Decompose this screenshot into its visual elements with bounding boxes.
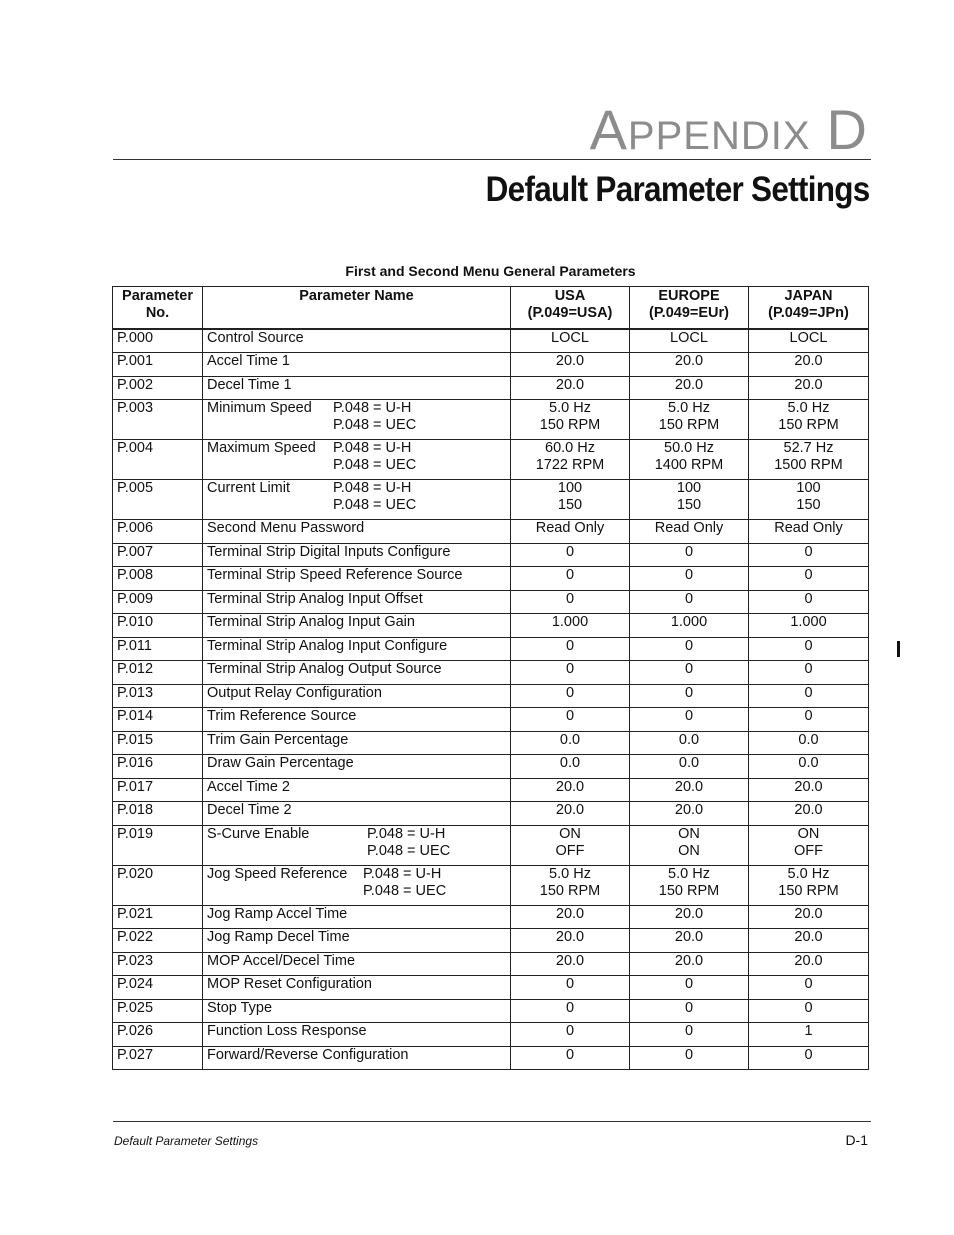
usa-value: 0 [511, 976, 630, 1000]
header-japan-line1: JAPAN [784, 288, 833, 304]
japan-value-uec: 150 [796, 497, 821, 513]
footer-title: Default Parameter Settings [114, 1134, 259, 1148]
europe-value [630, 825, 749, 865]
japan-value-uh: 5.0 Hz [787, 865, 830, 882]
header-parameter-no [113, 287, 203, 329]
usa-value-uh: ON [559, 825, 581, 842]
usa-value: 20.0 [511, 353, 630, 377]
usa-value: 0 [511, 590, 630, 614]
usa-value-uh: 60.0 Hz [545, 440, 595, 456]
param-no: P.010 [113, 614, 203, 638]
param-no: P.014 [113, 708, 203, 732]
usa-value-uec: 150 [557, 497, 583, 513]
japan-value: 0 [749, 708, 869, 732]
table-row [113, 865, 869, 905]
japan-value: LOCL [749, 329, 869, 353]
japan-value: 0 [749, 543, 869, 567]
japan-value-uec: 1500 RPM [774, 457, 843, 473]
table-row [113, 661, 869, 685]
japan-value: 20.0 [749, 802, 869, 826]
usa-value: 20.0 [511, 952, 630, 976]
param-no: P.013 [113, 684, 203, 708]
table-row [113, 400, 869, 440]
param-name: Output Relay Configuration [203, 684, 511, 708]
param-no: P.001 [113, 353, 203, 377]
param-no: P.023 [113, 952, 203, 976]
param-no: P.020 [113, 865, 203, 905]
param-name-cell [203, 440, 511, 480]
europe-value: 0 [630, 1046, 749, 1070]
appendix-heading [590, 100, 868, 166]
param-no: P.000 [113, 329, 203, 353]
param-name: MOP Accel/Decel Time [203, 952, 511, 976]
usa-value: 20.0 [511, 905, 630, 929]
japan-value [749, 825, 869, 865]
usa-value [511, 480, 630, 520]
param-name: Current Limit [207, 480, 290, 496]
japan-value-uh: ON [797, 825, 820, 842]
table-row [113, 543, 869, 567]
page-number: D-1 [845, 1132, 868, 1148]
japan-value: 20.0 [749, 905, 869, 929]
europe-value: 0 [630, 543, 749, 567]
param-name: Trim Gain Percentage [203, 731, 511, 755]
japan-value: 0.0 [749, 755, 869, 779]
japan-value-uh: 5.0 Hz [787, 400, 830, 416]
header-usa [511, 287, 630, 329]
table-row [113, 976, 869, 1000]
europe-value: 20.0 [630, 353, 749, 377]
europe-value: 0 [630, 637, 749, 661]
param-name-cell [203, 825, 511, 865]
usa-value-uh: 100 [557, 480, 583, 496]
japan-value [749, 480, 869, 520]
param-name-cell [203, 865, 511, 905]
header-usa-line2: (P.049=USA) [527, 305, 613, 321]
param-no: P.026 [113, 1023, 203, 1047]
europe-value-uh: 5.0 Hz [668, 400, 710, 416]
param-name: Terminal Strip Analog Input Configure [203, 637, 511, 661]
table-row [113, 329, 869, 353]
table-row [113, 614, 869, 638]
europe-value-uec: ON [678, 842, 700, 859]
usa-value: 0 [511, 543, 630, 567]
europe-value: 20.0 [630, 929, 749, 953]
param-name: Jog Ramp Decel Time [203, 929, 511, 953]
europe-value-uec: 150 RPM [658, 882, 720, 899]
europe-value: LOCL [630, 329, 749, 353]
param-name: Trim Reference Source [203, 708, 511, 732]
param-conditions [333, 440, 416, 474]
europe-value: Read Only [630, 520, 749, 544]
table-row [113, 590, 869, 614]
japan-value: 20.0 [749, 778, 869, 802]
header-no-line2: No. [145, 305, 170, 321]
table-row [113, 440, 869, 480]
japan-value [749, 440, 869, 480]
param-name: Accel Time 1 [203, 353, 511, 377]
japan-value: 0 [749, 590, 869, 614]
bottom-divider [113, 1121, 871, 1122]
param-no: P.006 [113, 520, 203, 544]
param-name: Control Source [203, 329, 511, 353]
japan-value: 0 [749, 567, 869, 591]
japan-value: 0 [749, 976, 869, 1000]
header-japan-line2: (P.049=JPn) [768, 305, 849, 321]
table-row [113, 905, 869, 929]
europe-value: 20.0 [630, 778, 749, 802]
table-row [113, 755, 869, 779]
usa-value [511, 825, 630, 865]
param-name-cell [203, 400, 511, 440]
europe-value-uh: 5.0 Hz [668, 865, 710, 882]
param-no: P.002 [113, 376, 203, 400]
table-row [113, 802, 869, 826]
usa-value-uec: 1722 RPM [535, 457, 605, 473]
condition-uec: P.048 = UEC [367, 842, 451, 859]
europe-value: 0 [630, 976, 749, 1000]
japan-value: 1.000 [749, 614, 869, 638]
condition-uec: P.048 = UEC [333, 457, 417, 473]
table-row [113, 520, 869, 544]
japan-value-uh: 52.7 Hz [783, 440, 834, 456]
europe-value: 0 [630, 999, 749, 1023]
japan-value: 20.0 [749, 952, 869, 976]
param-no: P.025 [113, 999, 203, 1023]
usa-value: 0 [511, 708, 630, 732]
japan-value: 0 [749, 637, 869, 661]
condition-uec: P.048 = UEC [333, 497, 417, 513]
top-divider [113, 159, 871, 160]
param-no: P.024 [113, 976, 203, 1000]
europe-value: 1.000 [630, 614, 749, 638]
condition-uh: P.048 = U-H [333, 440, 412, 456]
japan-value [749, 400, 869, 440]
japan-value: 20.0 [749, 353, 869, 377]
param-no: P.008 [113, 567, 203, 591]
europe-value-uh: ON [678, 825, 700, 842]
param-no: P.021 [113, 905, 203, 929]
table-row [113, 684, 869, 708]
param-no: P.004 [113, 440, 203, 480]
table-caption: First and Second Menu General Parameters [345, 263, 636, 279]
japan-value: 0 [749, 684, 869, 708]
table-header-row [113, 287, 869, 329]
param-name: Accel Time 2 [203, 778, 511, 802]
appendix-letter-a: A [589, 98, 628, 161]
condition-uh: P.048 = U-H [367, 825, 446, 842]
japan-value: 20.0 [749, 376, 869, 400]
param-no: P.018 [113, 802, 203, 826]
param-name: Terminal Strip Speed Reference Source [203, 567, 511, 591]
europe-value [630, 480, 749, 520]
usa-value: 0.0 [511, 731, 630, 755]
param-conditions [333, 480, 416, 514]
param-name-cell [203, 480, 511, 520]
usa-value: 0 [511, 567, 630, 591]
appendix-word-rest: PPENDIX [627, 114, 811, 158]
europe-value: 0.0 [630, 731, 749, 755]
europe-value [630, 400, 749, 440]
header-europe [630, 287, 749, 329]
table-row [113, 353, 869, 377]
header-no-line1: Parameter [122, 288, 193, 304]
usa-value: 20.0 [511, 376, 630, 400]
param-name: Second Menu Password [203, 520, 511, 544]
table-row [113, 825, 869, 865]
param-no: P.015 [113, 731, 203, 755]
condition-uh: P.048 = U-H [333, 480, 412, 496]
europe-value: 0 [630, 684, 749, 708]
param-name: Terminal Strip Analog Input Offset [203, 590, 511, 614]
table-row [113, 952, 869, 976]
japan-value: 0 [749, 661, 869, 685]
param-no: P.019 [113, 825, 203, 865]
usa-value: Read Only [511, 520, 630, 544]
usa-value: 0 [511, 684, 630, 708]
table-row [113, 999, 869, 1023]
param-conditions [363, 866, 446, 900]
param-no: P.011 [113, 637, 203, 661]
japan-value: 0.0 [749, 731, 869, 755]
usa-value: 20.0 [511, 778, 630, 802]
japan-value-uec: 150 RPM [778, 882, 839, 899]
header-japan [749, 287, 869, 329]
usa-value: 20.0 [511, 929, 630, 953]
param-no: P.027 [113, 1046, 203, 1070]
usa-value: 0 [511, 637, 630, 661]
europe-value-uec: 150 RPM [658, 417, 720, 433]
europe-value: 20.0 [630, 802, 749, 826]
usa-value [511, 400, 630, 440]
header-parameter-name: Parameter Name [203, 287, 511, 329]
usa-value: 0 [511, 1046, 630, 1070]
table-row [113, 480, 869, 520]
table-row [113, 929, 869, 953]
europe-value: 20.0 [630, 376, 749, 400]
param-conditions [367, 826, 450, 860]
japan-value: 20.0 [749, 929, 869, 953]
param-no: P.009 [113, 590, 203, 614]
table-row [113, 376, 869, 400]
param-name: MOP Reset Configuration [203, 976, 511, 1000]
japan-value: Read Only [749, 520, 869, 544]
japan-value: 1 [749, 1023, 869, 1047]
param-name: S-Curve Enable [207, 825, 310, 842]
param-no: P.022 [113, 929, 203, 953]
param-no: P.012 [113, 661, 203, 685]
usa-value-uec: 150 RPM [539, 417, 601, 433]
europe-value: 0 [630, 590, 749, 614]
param-name: Decel Time 1 [203, 376, 511, 400]
param-conditions [333, 400, 416, 434]
parameters-table [112, 286, 869, 1070]
europe-value-uh: 100 [676, 480, 702, 496]
europe-value: 20.0 [630, 952, 749, 976]
table-row [113, 708, 869, 732]
japan-value-uec: 150 RPM [778, 417, 839, 433]
europe-value: 0 [630, 567, 749, 591]
europe-value: 0.0 [630, 755, 749, 779]
param-no: P.005 [113, 480, 203, 520]
japan-value [749, 865, 869, 905]
param-no: P.007 [113, 543, 203, 567]
europe-value [630, 440, 749, 480]
table-row [113, 1046, 869, 1070]
europe-value-uh: 50.0 Hz [664, 440, 714, 456]
param-name: Function Loss Response [203, 1023, 511, 1047]
usa-value [511, 440, 630, 480]
param-name: Terminal Strip Analog Output Source [203, 661, 511, 685]
param-name: Stop Type [203, 999, 511, 1023]
condition-uh: P.048 = U-H [363, 865, 442, 882]
change-bar [897, 641, 900, 657]
condition-uec: P.048 = UEC [363, 882, 447, 899]
usa-value: 0 [511, 661, 630, 685]
table-row [113, 1023, 869, 1047]
param-no: P.003 [113, 400, 203, 440]
condition-uh: P.048 = U-H [333, 400, 412, 416]
param-name: Maximum Speed [207, 440, 316, 456]
param-no: P.017 [113, 778, 203, 802]
europe-value: 20.0 [630, 905, 749, 929]
page-title: Default Parameter Settings [486, 170, 870, 209]
japan-value: 0 [749, 999, 869, 1023]
usa-value: 0.0 [511, 755, 630, 779]
param-no: P.016 [113, 755, 203, 779]
param-name: Jog Ramp Accel Time [203, 905, 511, 929]
param-name: Jog Speed Reference [207, 865, 348, 882]
param-name: Terminal Strip Digital Inputs Configure [203, 543, 511, 567]
appendix-letter-d: D [826, 98, 868, 161]
usa-value-uec: 150 RPM [539, 882, 601, 899]
europe-value [630, 865, 749, 905]
japan-value-uec: OFF [794, 842, 823, 859]
table-row [113, 778, 869, 802]
usa-value-uh: 5.0 Hz [549, 865, 591, 882]
param-name: Decel Time 2 [203, 802, 511, 826]
usa-value: LOCL [511, 329, 630, 353]
param-name: Draw Gain Percentage [203, 755, 511, 779]
table-row [113, 731, 869, 755]
header-europe-line2: (P.049=EUr) [649, 305, 729, 321]
table-row [113, 567, 869, 591]
header-usa-line1: USA [554, 288, 586, 304]
japan-value-uh: 100 [796, 480, 821, 496]
europe-value: 0 [630, 1023, 749, 1047]
europe-value: 0 [630, 708, 749, 732]
condition-uec: P.048 = UEC [333, 417, 417, 433]
usa-value: 20.0 [511, 802, 630, 826]
param-name: Forward/Reverse Configuration [203, 1046, 511, 1070]
table-row [113, 637, 869, 661]
header-europe-line1: EUROPE [658, 288, 720, 304]
europe-value-uec: 150 [676, 497, 702, 513]
usa-value-uh: 5.0 Hz [549, 400, 591, 416]
param-name: Minimum Speed [207, 400, 312, 416]
europe-value: 0 [630, 661, 749, 685]
japan-value: 0 [749, 1046, 869, 1070]
param-name: Terminal Strip Analog Input Gain [203, 614, 511, 638]
usa-value: 0 [511, 999, 630, 1023]
usa-value: 0 [511, 1023, 630, 1047]
europe-value-uec: 1400 RPM [654, 457, 724, 473]
usa-value-uec: OFF [555, 842, 585, 859]
usa-value [511, 865, 630, 905]
usa-value: 1.000 [511, 614, 630, 638]
